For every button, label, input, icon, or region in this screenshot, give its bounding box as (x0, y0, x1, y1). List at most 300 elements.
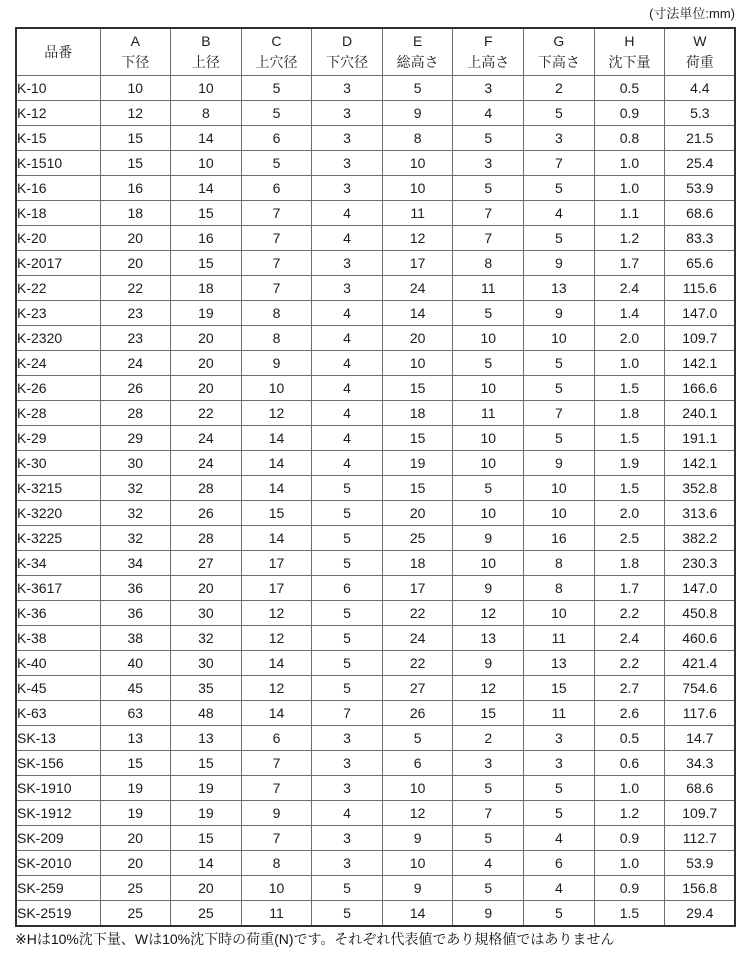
value-cell: 1.0 (594, 851, 665, 876)
value-cell: 3 (312, 751, 383, 776)
value-cell: 12 (241, 401, 312, 426)
table-row (16, 101, 735, 126)
value-cell: 4 (524, 201, 595, 226)
value-cell: 15 (171, 201, 242, 226)
value-cell: 15 (171, 751, 242, 776)
value-cell: 3 (453, 151, 524, 176)
value-cell: 10 (453, 426, 524, 451)
value-cell: 28 (171, 476, 242, 501)
value-cell: 6 (524, 851, 595, 876)
value-cell: 10 (453, 551, 524, 576)
value-cell: 8 (241, 326, 312, 351)
value-cell: 15 (171, 251, 242, 276)
value-cell: 3 (453, 76, 524, 101)
table-row (16, 151, 735, 176)
column-label: 下径 (121, 54, 150, 70)
value-cell: 9 (382, 876, 453, 901)
part-number-cell: K-18 (16, 201, 100, 226)
value-cell: 2 (453, 726, 524, 751)
value-cell: 16 (171, 226, 242, 251)
column-letter: E (413, 33, 423, 49)
value-cell: 4 (312, 426, 383, 451)
value-cell: 5 (524, 176, 595, 201)
value-cell: 65.6 (665, 251, 736, 276)
value-cell: 4 (312, 376, 383, 401)
value-cell: 2.2 (594, 651, 665, 676)
value-cell: 17 (241, 576, 312, 601)
value-cell: 1.0 (594, 151, 665, 176)
value-cell: 32 (100, 501, 171, 526)
part-number-cell: K-1510 (16, 151, 100, 176)
value-cell: 4 (312, 301, 383, 326)
table-row (16, 476, 735, 501)
part-number-cell: K-40 (16, 651, 100, 676)
value-cell: 3 (312, 76, 383, 101)
value-cell: 19 (100, 801, 171, 826)
value-cell: 3 (312, 826, 383, 851)
value-cell: 12 (241, 601, 312, 626)
part-number-cell: SK-156 (16, 751, 100, 776)
value-cell: 5 (453, 476, 524, 501)
header-column-F (453, 28, 524, 76)
value-cell: 4 (312, 451, 383, 476)
part-number-cell: K-20 (16, 226, 100, 251)
value-cell: 14 (382, 901, 453, 927)
column-letter: B (201, 33, 211, 49)
header-row (16, 28, 735, 76)
value-cell: 11 (453, 401, 524, 426)
value-cell: 5 (453, 776, 524, 801)
value-cell: 460.6 (665, 626, 736, 651)
value-cell: 14 (171, 176, 242, 201)
value-cell: 10 (171, 151, 242, 176)
value-cell: 6 (382, 751, 453, 776)
value-cell: 8 (241, 851, 312, 876)
value-cell: 14 (382, 301, 453, 326)
value-cell: 21.5 (665, 126, 736, 151)
value-cell: 352.8 (665, 476, 736, 501)
value-cell: 13 (524, 651, 595, 676)
value-cell: 3 (312, 251, 383, 276)
value-cell: 83.3 (665, 226, 736, 251)
column-letter: A (130, 33, 140, 49)
value-cell: 15 (453, 701, 524, 726)
part-number-cell: K-3617 (16, 576, 100, 601)
value-cell: 3 (312, 776, 383, 801)
value-cell: 1.8 (594, 401, 665, 426)
value-cell: 5 (382, 726, 453, 751)
value-cell: 18 (382, 401, 453, 426)
value-cell: 10 (524, 476, 595, 501)
value-cell: 3 (453, 751, 524, 776)
column-label: 下高さ (537, 54, 580, 70)
value-cell: 20 (171, 376, 242, 401)
value-cell: 5 (524, 776, 595, 801)
value-cell: 3 (524, 751, 595, 776)
value-cell: 0.9 (594, 101, 665, 126)
part-number-cell: K-2320 (16, 326, 100, 351)
part-number-cell: K-3220 (16, 501, 100, 526)
value-cell: 13 (100, 726, 171, 751)
value-cell: 8 (171, 101, 242, 126)
table-row (16, 851, 735, 876)
value-cell: 10 (382, 176, 453, 201)
value-cell: 754.6 (665, 676, 736, 701)
value-cell: 5 (524, 426, 595, 451)
table-row (16, 426, 735, 451)
value-cell: 6 (312, 576, 383, 601)
value-cell: 5 (453, 301, 524, 326)
value-cell: 27 (171, 551, 242, 576)
value-cell: 9 (241, 351, 312, 376)
value-cell: 20 (100, 851, 171, 876)
part-number-cell: SK-1912 (16, 801, 100, 826)
table-row (16, 251, 735, 276)
part-number-cell: K-3225 (16, 526, 100, 551)
value-cell: 7 (241, 826, 312, 851)
value-cell: 9 (241, 801, 312, 826)
value-cell: 32 (171, 626, 242, 651)
value-cell: 166.6 (665, 376, 736, 401)
value-cell: 20 (382, 326, 453, 351)
value-cell: 5 (453, 876, 524, 901)
value-cell: 14 (171, 851, 242, 876)
value-cell: 112.7 (665, 826, 736, 851)
value-cell: 28 (100, 401, 171, 426)
value-cell: 34 (100, 551, 171, 576)
value-cell: 10 (171, 76, 242, 101)
value-cell: 23 (100, 301, 171, 326)
value-cell: 10 (241, 376, 312, 401)
column-label: 上径 (191, 54, 220, 70)
value-cell: 27 (382, 676, 453, 701)
part-number-cell: K-34 (16, 551, 100, 576)
value-cell: 4 (312, 226, 383, 251)
column-letter: C (271, 33, 282, 49)
value-cell: 5 (382, 76, 453, 101)
value-cell: 5 (312, 626, 383, 651)
value-cell: 3 (312, 726, 383, 751)
header-column-C (241, 28, 312, 76)
part-number-cell: K-3215 (16, 476, 100, 501)
header-column-A (100, 28, 171, 76)
table-row (16, 601, 735, 626)
part-number-cell: K-24 (16, 351, 100, 376)
value-cell: 20 (100, 226, 171, 251)
value-cell: 7 (453, 201, 524, 226)
value-cell: 18 (171, 276, 242, 301)
value-cell: 2.5 (594, 526, 665, 551)
value-cell: 19 (100, 776, 171, 801)
value-cell: 25 (100, 901, 171, 927)
value-cell: 26 (171, 501, 242, 526)
header-column-D (312, 28, 383, 76)
header-column-H (594, 28, 665, 76)
value-cell: 3 (312, 276, 383, 301)
value-cell: 0.9 (594, 876, 665, 901)
value-cell: 5 (312, 551, 383, 576)
value-cell: 8 (524, 551, 595, 576)
value-cell: 2 (524, 76, 595, 101)
value-cell: 7 (453, 226, 524, 251)
value-cell: 34.3 (665, 751, 736, 776)
value-cell: 26 (382, 701, 453, 726)
value-cell: 25 (100, 876, 171, 901)
value-cell: 382.2 (665, 526, 736, 551)
header-column-W (665, 28, 736, 76)
value-cell: 7 (241, 776, 312, 801)
value-cell: 109.7 (665, 326, 736, 351)
value-cell: 9 (382, 101, 453, 126)
value-cell: 24 (382, 626, 453, 651)
value-cell: 2.4 (594, 276, 665, 301)
value-cell: 14 (241, 701, 312, 726)
header-column-B (171, 28, 242, 76)
value-cell: 230.3 (665, 551, 736, 576)
value-cell: 20 (171, 351, 242, 376)
value-cell: 10 (382, 151, 453, 176)
value-cell: 5 (312, 476, 383, 501)
value-cell: 17 (382, 576, 453, 601)
table-row (16, 401, 735, 426)
value-cell: 2.7 (594, 676, 665, 701)
part-number-cell: K-26 (16, 376, 100, 401)
value-cell: 11 (382, 201, 453, 226)
value-cell: 17 (382, 251, 453, 276)
value-cell: 8 (241, 301, 312, 326)
value-cell: 12 (382, 801, 453, 826)
value-cell: 1.5 (594, 426, 665, 451)
value-cell: 1.2 (594, 801, 665, 826)
value-cell: 20 (171, 876, 242, 901)
value-cell: 7 (241, 251, 312, 276)
column-letter: H (624, 33, 635, 49)
part-number-cell: SK-259 (16, 876, 100, 901)
value-cell: 1.5 (594, 476, 665, 501)
value-cell: 5 (241, 101, 312, 126)
value-cell: 38 (100, 626, 171, 651)
value-cell: 3 (524, 126, 595, 151)
table-row (16, 876, 735, 901)
value-cell: 5 (524, 351, 595, 376)
table-row (16, 276, 735, 301)
part-number-cell: K-12 (16, 101, 100, 126)
value-cell: 3 (524, 726, 595, 751)
value-cell: 3 (312, 151, 383, 176)
value-cell: 9 (524, 451, 595, 476)
header-part-number: 品番 (16, 28, 100, 76)
value-cell: 12 (453, 601, 524, 626)
value-cell: 29.4 (665, 901, 736, 927)
value-cell: 7 (241, 201, 312, 226)
value-cell: 4 (312, 801, 383, 826)
part-number-cell: K-63 (16, 701, 100, 726)
value-cell: 4 (453, 101, 524, 126)
value-cell: 7 (524, 401, 595, 426)
value-cell: 15 (382, 476, 453, 501)
value-cell: 4.4 (665, 76, 736, 101)
value-cell: 5 (312, 676, 383, 701)
value-cell: 22 (100, 276, 171, 301)
value-cell: 45 (100, 676, 171, 701)
value-cell: 7 (524, 151, 595, 176)
value-cell: 6 (241, 126, 312, 151)
value-cell: 4 (312, 326, 383, 351)
column-letter: W (693, 33, 707, 49)
column-label: 荷重 (685, 54, 714, 70)
value-cell: 10 (524, 326, 595, 351)
column-letter: G (553, 33, 565, 49)
value-cell: 2.4 (594, 626, 665, 651)
value-cell: 1.8 (594, 551, 665, 576)
part-number-cell: K-30 (16, 451, 100, 476)
footnote: ※Hは10%沈下量、Wは10%沈下時の荷重(N)です。それぞれ代表値であり規格値ではありません (15, 931, 615, 947)
value-cell: 10 (382, 351, 453, 376)
value-cell: 12 (241, 626, 312, 651)
value-cell: 147.0 (665, 301, 736, 326)
value-cell: 5 (312, 601, 383, 626)
value-cell: 421.4 (665, 651, 736, 676)
value-cell: 115.6 (665, 276, 736, 301)
value-cell: 11 (453, 276, 524, 301)
value-cell: 14.7 (665, 726, 736, 751)
part-number-cell: SK-209 (16, 826, 100, 851)
value-cell: 142.1 (665, 351, 736, 376)
value-cell: 191.1 (665, 426, 736, 451)
value-cell: 10 (524, 601, 595, 626)
value-cell: 313.6 (665, 501, 736, 526)
header-column-G (524, 28, 595, 76)
value-cell: 9 (524, 301, 595, 326)
value-cell: 19 (171, 776, 242, 801)
value-cell: 13 (524, 276, 595, 301)
value-cell: 2.6 (594, 701, 665, 726)
value-cell: 7 (312, 701, 383, 726)
value-cell: 30 (171, 651, 242, 676)
value-cell: 9 (453, 526, 524, 551)
value-cell: 6 (241, 176, 312, 201)
value-cell: 8 (524, 576, 595, 601)
part-number-cell: K-38 (16, 626, 100, 651)
column-letter: D (342, 33, 353, 49)
value-cell: 15 (100, 751, 171, 776)
table-row (16, 351, 735, 376)
value-cell: 5 (241, 151, 312, 176)
table-row (16, 501, 735, 526)
value-cell: 1.7 (594, 576, 665, 601)
value-cell: 26 (100, 376, 171, 401)
value-cell: 0.6 (594, 751, 665, 776)
value-cell: 35 (171, 676, 242, 701)
table-row (16, 826, 735, 851)
value-cell: 0.8 (594, 126, 665, 151)
table-row (16, 726, 735, 751)
value-cell: 68.6 (665, 201, 736, 226)
value-cell: 28 (171, 526, 242, 551)
value-cell: 14 (241, 651, 312, 676)
value-cell: 14 (241, 451, 312, 476)
table-row (16, 301, 735, 326)
value-cell: 5 (312, 901, 383, 927)
value-cell: 10 (382, 851, 453, 876)
value-cell: 5 (453, 351, 524, 376)
value-cell: 17 (241, 551, 312, 576)
value-cell: 3 (312, 126, 383, 151)
value-cell: 9 (382, 826, 453, 851)
header-column-E (382, 28, 453, 76)
value-cell: 15 (382, 426, 453, 451)
value-cell: 3 (312, 176, 383, 201)
value-cell: 5 (524, 101, 595, 126)
value-cell: 5 (312, 501, 383, 526)
value-cell: 63 (100, 701, 171, 726)
value-cell: 20 (171, 576, 242, 601)
value-cell: 1.5 (594, 901, 665, 927)
value-cell: 1.7 (594, 251, 665, 276)
value-cell: 1.0 (594, 176, 665, 201)
value-cell: 10 (453, 376, 524, 401)
table-row (16, 626, 735, 651)
value-cell: 7 (241, 276, 312, 301)
value-cell: 4 (312, 351, 383, 376)
value-cell: 19 (171, 801, 242, 826)
value-cell: 12 (453, 676, 524, 701)
value-cell: 53.9 (665, 851, 736, 876)
table-row (16, 676, 735, 701)
table-row (16, 201, 735, 226)
value-cell: 5 (453, 826, 524, 851)
table-row (16, 376, 735, 401)
value-cell: 12 (241, 676, 312, 701)
value-cell: 10 (453, 326, 524, 351)
column-label: 総高さ (396, 54, 439, 70)
part-number-cell: SK-2519 (16, 901, 100, 927)
value-cell: 25 (171, 901, 242, 927)
value-cell: 0.5 (594, 726, 665, 751)
column-label: 上穴径 (255, 54, 298, 70)
value-cell: 4 (524, 826, 595, 851)
table-row (16, 451, 735, 476)
spec-table (15, 27, 736, 927)
value-cell: 14 (241, 426, 312, 451)
value-cell: 20 (382, 501, 453, 526)
table-row (16, 576, 735, 601)
part-number-cell: K-2017 (16, 251, 100, 276)
value-cell: 30 (100, 451, 171, 476)
value-cell: 20 (171, 326, 242, 351)
value-cell: 18 (382, 551, 453, 576)
table-row (16, 801, 735, 826)
value-cell: 10 (382, 776, 453, 801)
value-cell: 8 (382, 126, 453, 151)
value-cell: 10 (453, 501, 524, 526)
value-cell: 9 (453, 901, 524, 927)
value-cell: 48 (171, 701, 242, 726)
value-cell: 15 (382, 376, 453, 401)
table-row (16, 551, 735, 576)
value-cell: 22 (382, 651, 453, 676)
value-cell: 29 (100, 426, 171, 451)
table-row (16, 176, 735, 201)
value-cell: 5 (312, 651, 383, 676)
part-number-cell: K-23 (16, 301, 100, 326)
value-cell: 32 (100, 476, 171, 501)
value-cell: 25.4 (665, 151, 736, 176)
value-cell: 10 (100, 76, 171, 101)
value-cell: 13 (453, 626, 524, 651)
value-cell: 147.0 (665, 576, 736, 601)
value-cell: 18 (100, 201, 171, 226)
